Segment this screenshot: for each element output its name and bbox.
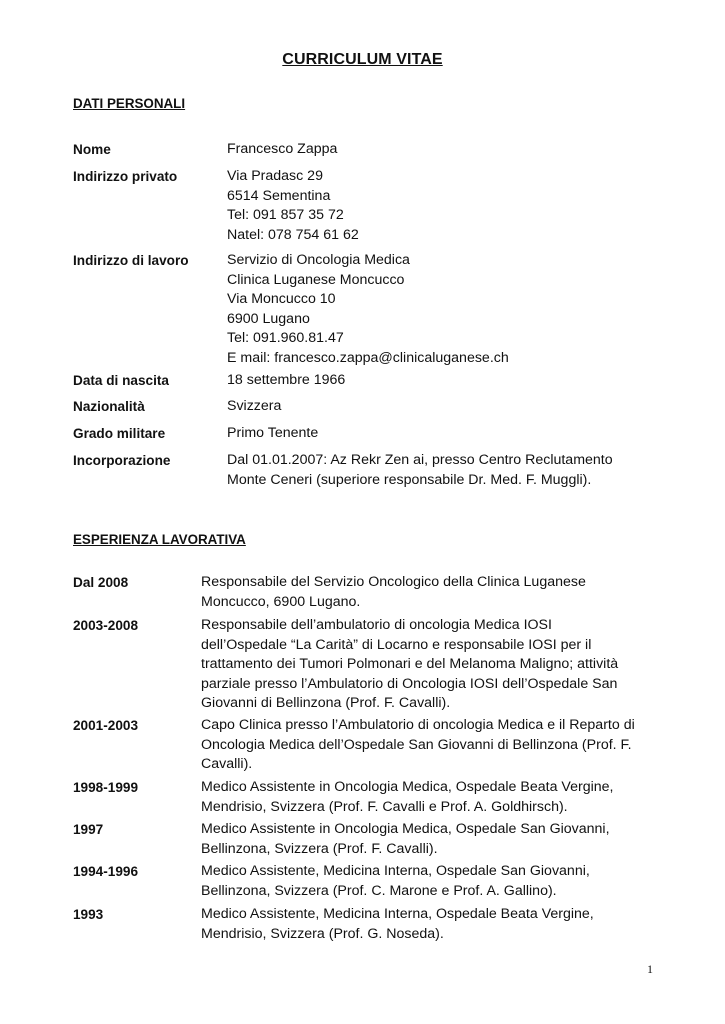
section-heading-experience: ESPERIENZA LAVORATIVA [73,532,246,547]
page-number: 1 [647,962,653,976]
experience-description: Responsabile dell’ambulatorio di oncologia Medica IOSI dell’Ospedale “La Carità” di Locarno e responsabile IOSI per il trattamento dei Tumori Polmonari e del Melanoma Maligno; attività parziale presso l’Ambulatorio di Oncologia IOSI dell’Ospedale San Giovanni di Bellinzona (Prof. F. Cavalli). [201,617,619,711]
experience-period: 1994-1996 [73,864,139,879]
experience-description: Capo Clinica presso l’Ambulatorio di oncologia Medica e il Reparto di Oncologia Medica dell’Ospedale San Giovanni di Bellinzona (Prof. F. Cavalli). [201,717,635,772]
document-title: CURRICULUM VITAE [282,51,443,68]
field-value: Dal 01.01.2007: Az Rekr Zen ai, presso Centro Reclutamento Monte Ceneri (superiore responsabile Dr. Med. F. Muggli). [227,452,613,488]
field-value: Francesco Zappa [227,141,338,157]
field-label: Data di nascita [73,373,169,388]
field-value: Svizzera [227,398,282,414]
experience-period: 1997 [73,822,104,837]
experience-period: 1998-1999 [73,780,139,795]
field-label: Incorporazione [73,453,171,468]
experience-period: 1993 [73,907,104,922]
field-label: Nazionalità [73,399,145,414]
field-value: Servizio di Oncologia Medica Clinica Luganese Moncucco Via Moncucco 10 6900 Lugano Tel: 091.960.81.47 E mail: francesco.zappa@clinicaluganese.ch [227,252,509,366]
experience-description: Medico Assistente in Oncologia Medica, Ospedale San Giovanni, Bellinzona, Svizzera (Prof. F. Cavalli). [201,821,610,857]
experience-description: Responsabile del Servizio Oncologico della Clinica Luganese Moncucco, 6900 Lugano. [201,574,586,610]
field-label: Indirizzo privato [73,169,178,184]
experience-period: 2003-2008 [73,618,139,633]
section-heading-personal: DATI PERSONALI [73,96,186,111]
field-value: 18 settembre 1966 [227,372,346,388]
experience-period: Dal 2008 [73,575,129,590]
field-value: Via Pradasc 29 6514 Sementina Tel: 091 857 35 72 Natel: 078 754 61 62 [227,168,359,243]
field-label: Nome [73,142,111,157]
experience-period: 2001-2003 [73,718,139,733]
experience-description: Medico Assistente, Medicina Interna, Ospedale Beata Vergine, Mendrisio, Svizzera (Prof. G. Noseda). [201,906,594,942]
field-label: Indirizzo di lavoro [73,253,189,268]
field-value: Primo Tenente [227,425,319,441]
experience-description: Medico Assistente, Medicina Interna, Ospedale San Giovanni, Bellinzona, Svizzera (Prof. C. Marone e Prof. A. Gallino). [201,863,590,899]
experience-description: Medico Assistente in Oncologia Medica, Ospedale Beata Vergine, Mendrisio, Svizzera (Prof. F. Cavalli e Prof. A. Goldhirsch). [201,779,614,815]
field-label: Grado militare [73,426,166,441]
